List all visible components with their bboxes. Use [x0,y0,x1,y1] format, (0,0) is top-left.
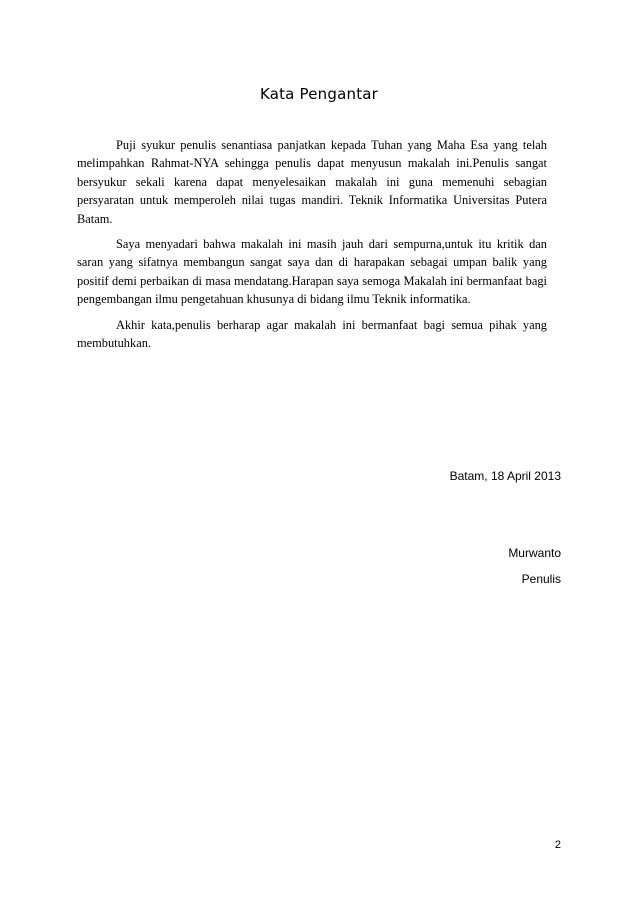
paragraph-2 [77,235,547,309]
paragraph-3 [77,316,547,353]
page-number: 2 [554,839,561,851]
signature-name: Murwanto [508,546,561,560]
paragraph-3-text: Akhir kata,penulis berharap agar makalah ini bermanfaat bagi semua pihak yang membutuhkan. [77,318,547,351]
paragraph-1-text: Puji syukur penulis senantiasa panjatkan kepada Tuhan yang Maha Esa yang telah melimpahkan Rahmat-NYA sehingga penulis dapat menyusun makalah ini.Penulis sangat bersyukur sekali karena dapat menyelesaikan makalah ini guna memenuhi sebagian persyaratan untuk memperoleh nilai tugas mandiri. Teknik Informatika Universitas Putera Batam. [77,138,547,226]
paragraph-2-text: Saya menyadari bahwa makalah ini masih jauh dari sempurna,untuk itu kritik dan saran yang sifatnya membangun sangat saya dan di harapakan sebagai umpan balik yang positif demi perbaikan di masa mendatang.Harapan saya semoga Makalah ini bermanfaat bagi pengembangan ilmu pengetahuan khusunya di bidang ilmu Teknik informatika. [77,237,547,307]
signature-role: Penulis [521,572,561,586]
paragraph-1 [77,136,547,228]
page-title: Kata Pengantar [259,85,379,103]
signature-place-date: Batam, 18 April 2013 [449,469,561,483]
